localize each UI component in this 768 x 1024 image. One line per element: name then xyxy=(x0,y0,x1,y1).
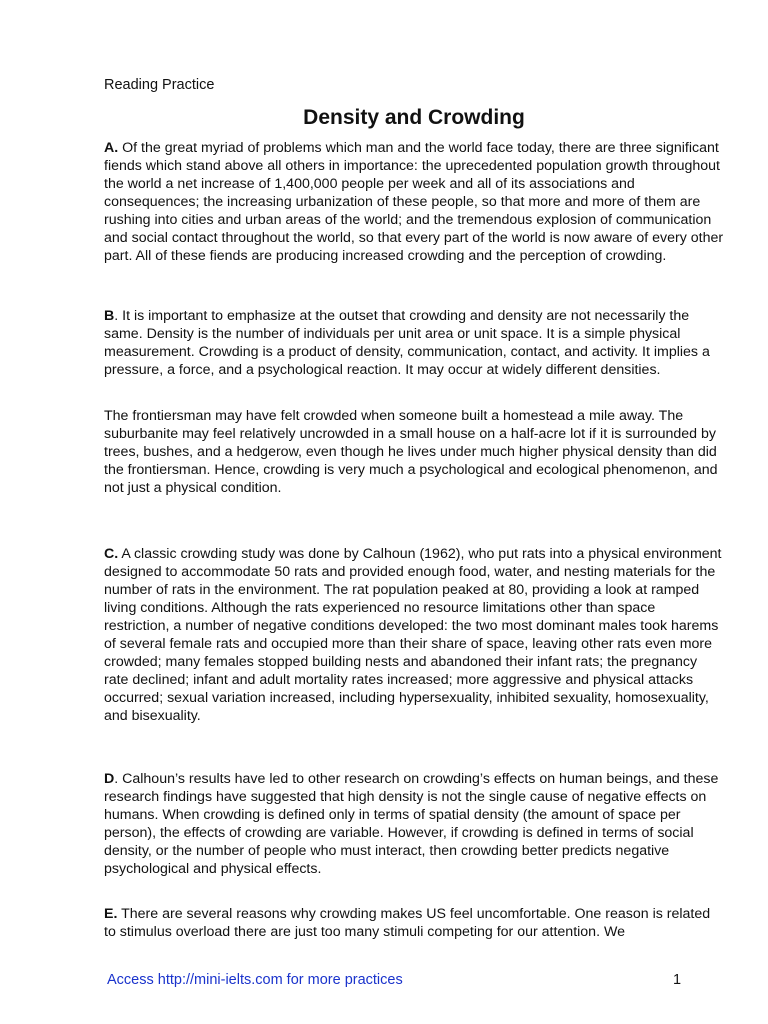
paragraph-e xyxy=(104,905,724,941)
header-label: Reading Practice xyxy=(104,77,215,93)
paragraph-a xyxy=(104,139,724,265)
paragraph-c-label: C. xyxy=(104,546,119,562)
paragraph-e-text: There are several reasons why crowding makes US feel uncomfortable. One reason is related to stimulus overload there are just too many stimuli competing for our attention. We xyxy=(104,906,711,940)
page-number: 1 xyxy=(673,972,682,988)
paragraph-e-label: E. xyxy=(104,906,118,922)
paragraph-b-continued: The frontiersman may have felt crowded when someone built a homestead a mile away. The suburbanite may feel relatively uncrowded in a small house on a half-acre lot if it is surrounded by trees, bushes, and a hedgerow, even though he lives under much higher physical density than did the frontiersman. Hence, crowding is very much a psychological and ecological phenomenon, and not just a physical condition. xyxy=(104,408,718,496)
paragraph-d xyxy=(104,770,724,878)
paragraph-a-label: A. xyxy=(104,140,119,156)
paragraph-b-label: B xyxy=(104,308,115,324)
paragraph-b-text: . It is important to emphasize at the outset that crowding and density are not necessarily the same. Density is the number of individuals per unit area or unit space. It is a simple physical measurement. Crowding is a product of density, communication, contact, and activity. It implies a pressure, a force, and a psychological reaction. It may occur at widely different densities. xyxy=(104,308,710,378)
page-title: Density and Crowding xyxy=(303,106,525,129)
paragraph-a-text: Of the great myriad of problems which man and the world face today, there are three significant fiends which stand above all others in importance: the uprecedented population growth throughout the world a net increase of 1,400,000 people per week and all of its associations and consequences; the increasing urbanization of these people, so that more and more of them are rushing into cities and urban areas of the world; and the tremendous explosion of communication and social contact throughout the world, so that every part of the world is now aware of every other part. All of these fiends are producing increased crowding and the perception of crowding. xyxy=(104,140,724,264)
paragraph-b xyxy=(104,307,724,379)
footer-practice-link[interactable]: Access http://mini-ielts.com for more practices xyxy=(107,972,403,988)
paragraph-c-text: A classic crowding study was done by Calhoun (1962), who put rats into a physical environment designed to accommodate 50 rats and provided enough food, water, and nesting materials for the number of rats in the environment. The rat population peaked at 80, providing a look at ramped living conditions. Although the rats experienced no resource limitations other than space restriction, a number of negative conditions developed: the two most dominant males took harems of several female rats and occupied more than their share of space, leaving other rats even more crowded; many females stopped building nests and abandoned their infant rats; the pregnancy rate declined; infant and adult mortality rates increased; more aggressive and physical attacks occurred; sexual variation increased, including hypersexuality, inhibited sexuality, homosexuality, and bisexuality. xyxy=(104,546,722,724)
paragraph-d-text: . Calhoun’s results have led to other research on crowding’s effects on human beings, and these research findings have suggested that high density is not the single cause of negative effects on humans. When crowding is defined only in terms of spatial density (the amount of space per person), the effects of crowding are variable. However, if crowding is defined in terms of social density, or the number of people who must interact, then crowding better predicts negative psychological and physical effects. xyxy=(104,771,719,877)
paragraph-d-label: D xyxy=(104,771,115,787)
paragraph-c xyxy=(104,545,724,725)
